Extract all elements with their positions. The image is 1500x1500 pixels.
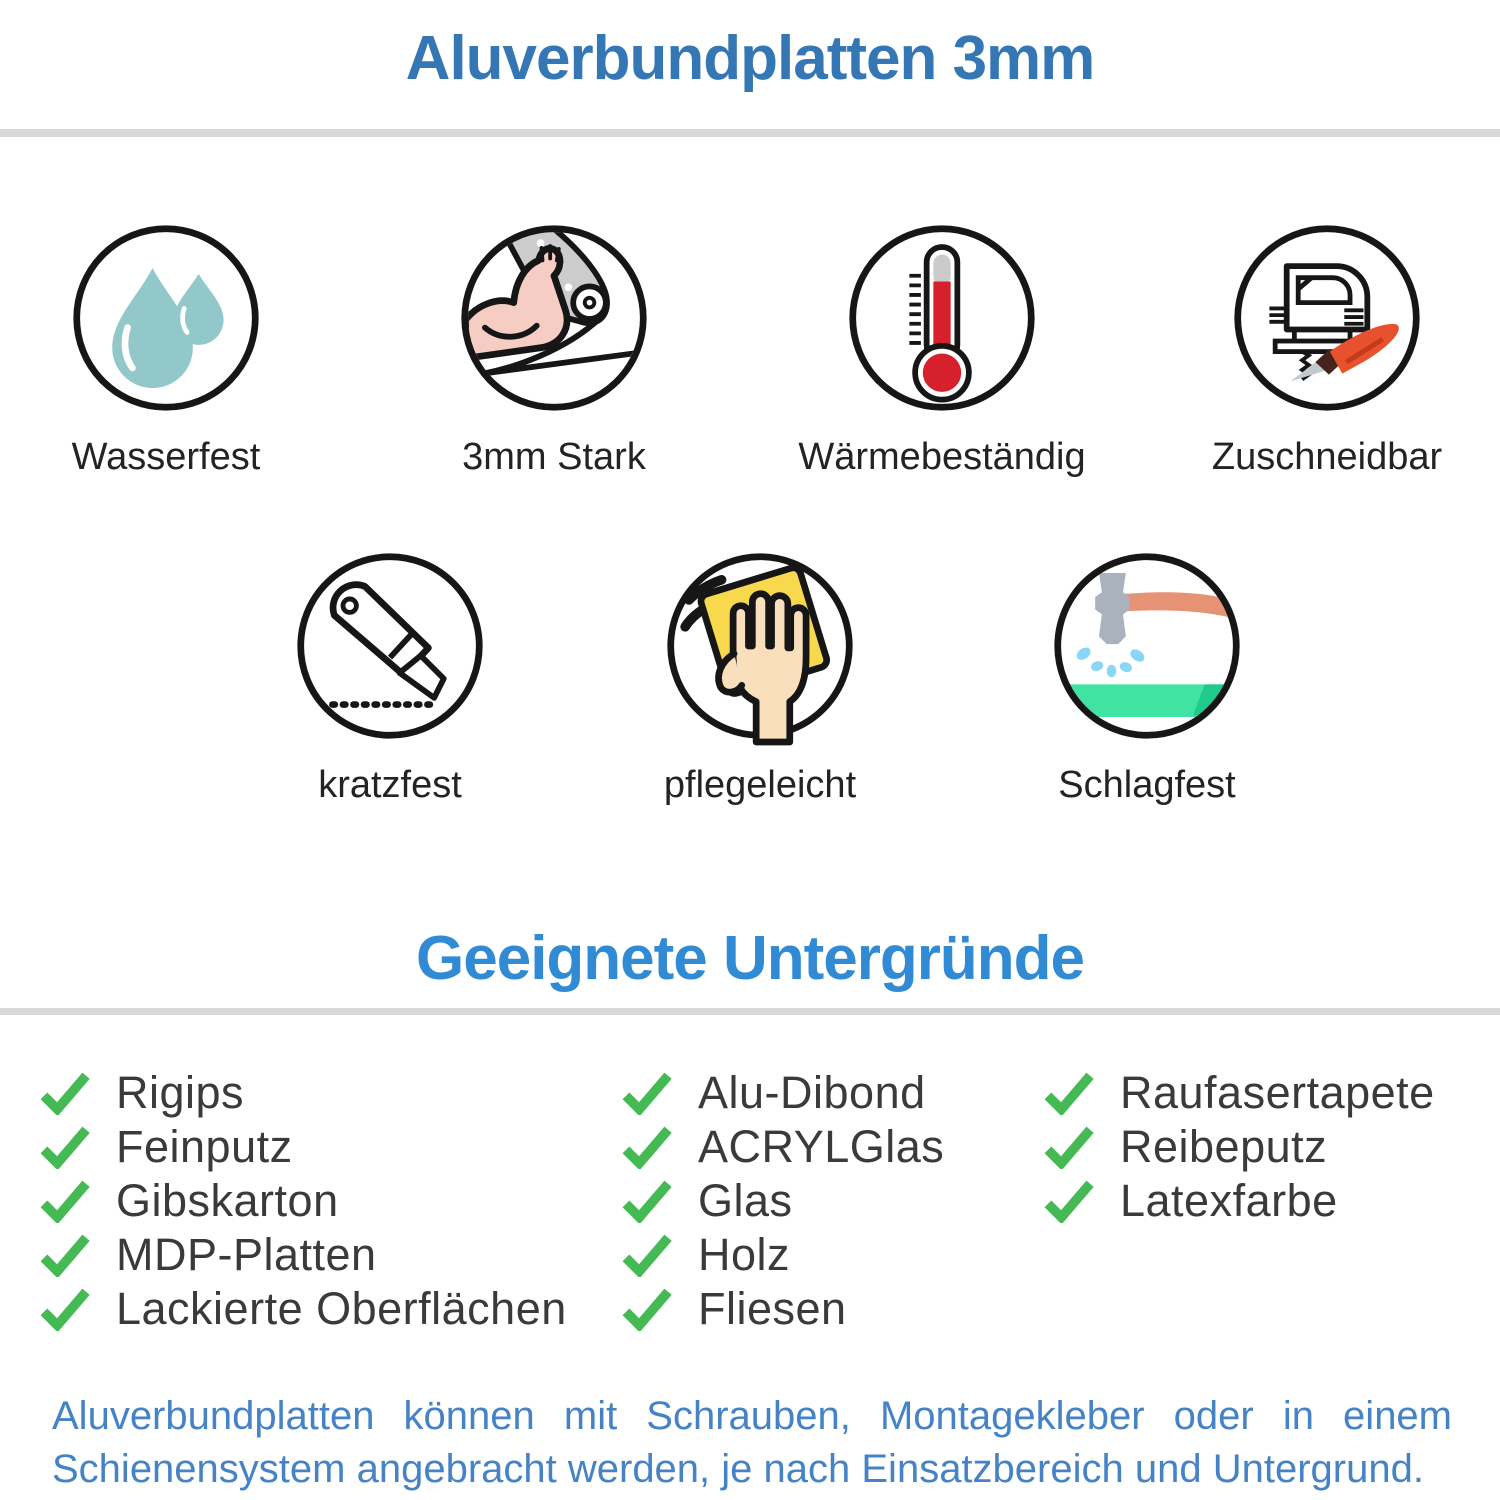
checkmark-icon — [40, 1233, 90, 1277]
feature-label: Zuschneidbar — [1211, 436, 1443, 478]
substrates-column-2 — [622, 1066, 944, 1336]
feature-label: Schlagfest — [1058, 764, 1236, 806]
list-item — [40, 1228, 567, 1282]
substrate-label: Glas — [698, 1175, 793, 1226]
checkmark-icon — [40, 1287, 90, 1331]
water-drops-icon — [70, 222, 262, 414]
list-item — [622, 1120, 944, 1174]
substrate-label: Feinputz — [116, 1121, 293, 1172]
checkmark-icon — [1044, 1071, 1094, 1115]
list-item — [40, 1174, 567, 1228]
feature-waermebestaendig — [772, 222, 1112, 479]
substrate-label: Lackierte Oberflächen — [116, 1283, 567, 1334]
divider — [0, 1008, 1500, 1015]
page-title: Aluverbundplatten 3mm — [405, 24, 1095, 93]
substrate-label: Gibskarton — [116, 1175, 339, 1226]
feature-3mm-stark — [384, 222, 724, 479]
feature-wasserfest — [0, 222, 336, 479]
jigsaw-icon — [1231, 222, 1423, 414]
checkmark-icon — [622, 1287, 672, 1331]
feature-kratzfest — [220, 550, 560, 807]
substrates-column-3 — [1044, 1066, 1435, 1228]
substrate-label: ACRYLGlas — [698, 1121, 945, 1172]
thermometer-icon — [846, 222, 1038, 414]
footer-note: Aluverbundplatten können mit Schrauben, Montagekleber oder in einem Schienensystem angebracht werden, je nach Einsatzbereich und Untergrund. — [52, 1394, 1452, 1491]
list-item — [622, 1228, 944, 1282]
checkmark-icon — [622, 1125, 672, 1169]
substrate-label: Raufasertapete — [1120, 1067, 1435, 1118]
checkmark-icon — [1044, 1125, 1094, 1169]
substrate-label: Holz — [698, 1229, 791, 1280]
divider — [0, 129, 1500, 137]
checkmark-icon — [622, 1233, 672, 1277]
utility-knife-icon — [294, 550, 486, 742]
feature-label: 3mm Stark — [462, 436, 646, 478]
feature-label: kratzfest — [318, 764, 462, 806]
checkmark-icon — [40, 1071, 90, 1115]
list-item — [622, 1066, 944, 1120]
list-item — [1044, 1174, 1435, 1228]
feature-label: Wasserfest — [71, 436, 261, 478]
list-item — [622, 1282, 944, 1336]
list-item — [1044, 1120, 1435, 1174]
list-item — [40, 1282, 567, 1336]
checkmark-icon — [622, 1071, 672, 1115]
feature-pflegeleicht — [590, 550, 930, 807]
checkmark-icon — [40, 1179, 90, 1223]
list-item — [622, 1174, 944, 1228]
checkmark-icon — [40, 1125, 90, 1169]
list-item — [40, 1120, 567, 1174]
substrate-label: Reibeputz — [1120, 1121, 1328, 1172]
muscle-arm-icon — [458, 222, 650, 414]
checkmark-icon — [622, 1179, 672, 1223]
checkmark-icon — [1044, 1179, 1094, 1223]
substrate-label: Alu-Dibond — [698, 1067, 926, 1118]
substrate-label: Rigips — [116, 1067, 245, 1118]
feature-label: pflegeleicht — [663, 764, 857, 806]
substrates-column-1 — [40, 1066, 567, 1336]
feature-schlagfest — [977, 550, 1317, 807]
feature-label: Wärmebeständig — [798, 436, 1086, 478]
substrate-label: Fliesen — [698, 1283, 847, 1334]
hammer-icon — [1051, 550, 1243, 742]
list-item — [40, 1066, 567, 1120]
substrate-label: Latexfarbe — [1120, 1175, 1338, 1226]
list-item — [1044, 1066, 1435, 1120]
feature-zuschneidbar — [1157, 222, 1497, 479]
substrate-label: MDP-Platten — [116, 1229, 377, 1280]
section-title-untergruende: Geeignete Untergründe — [416, 924, 1084, 993]
wiping-hand-icon — [664, 550, 856, 742]
